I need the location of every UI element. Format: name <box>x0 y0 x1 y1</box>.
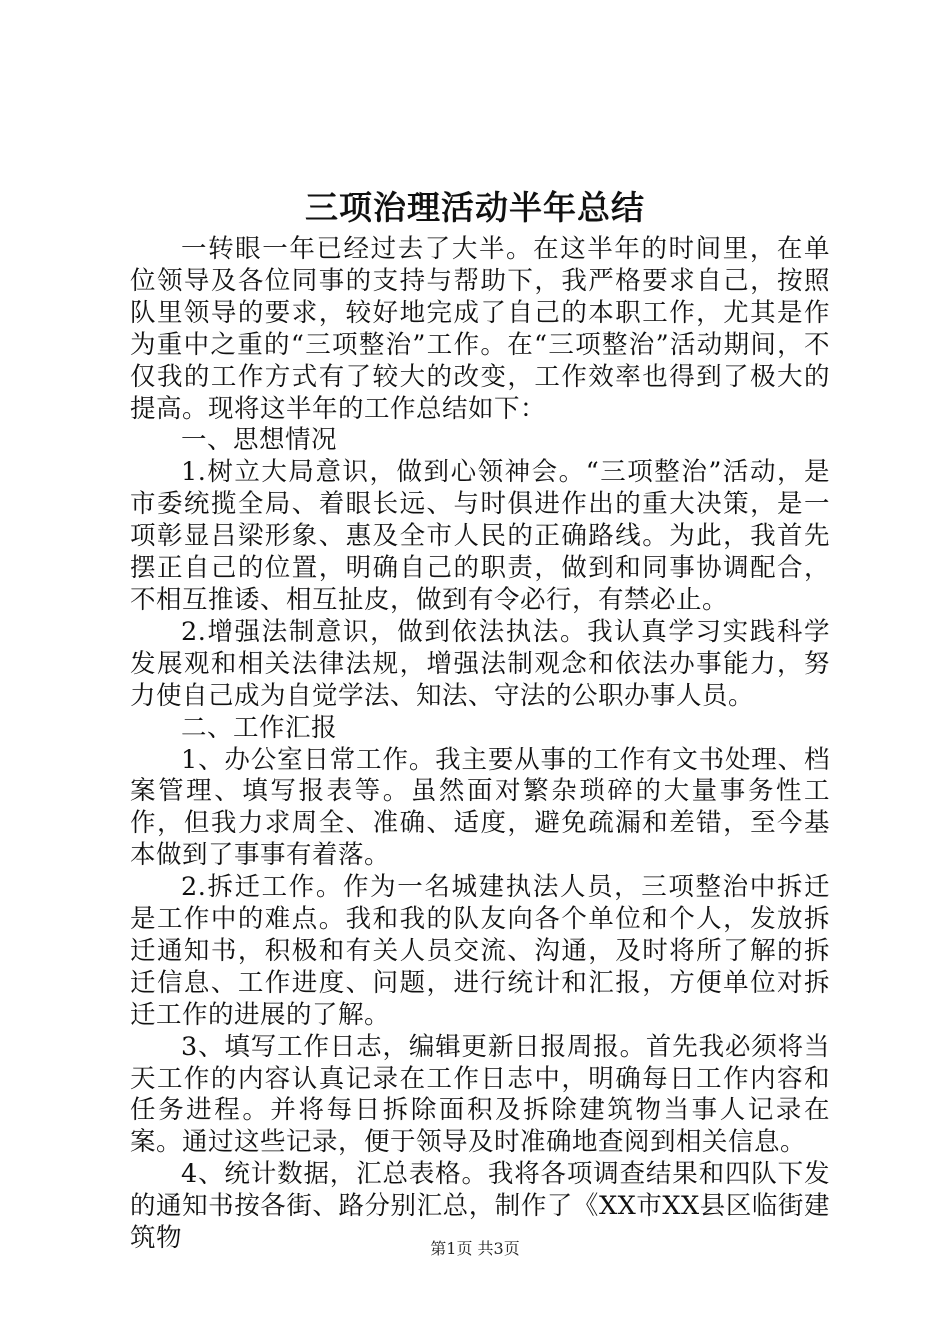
intro-paragraph: 一转眼一年已经过去了大半。在这半年的时间里，在单位领导及各位同事的支持与帮助下，我严格要求自己，按照队里领导的要求，较好地完成了自己的本职工作，尤其是作为重中之重的“三项整治”工作。在“三项整治”活动期间，不仅我的工作方式有了较大的改变，工作效率也得到了极大的提高。现将这半年的工作总结如下： <box>130 234 830 424</box>
paragraph-statistics: 4、统计数据，汇总表格。我将各项调查结果和四队下发的通知书按各街、路分别汇总，制作了《XX市XX县区临街建筑物 <box>130 1159 830 1254</box>
page-number-footer: 第1页 共3页 <box>430 1239 520 1258</box>
paragraph-office-work: 1、办公室日常工作。我主要从事的工作有文书处理、档案管理、填写报表等。虽然面对繁杂琐碎的大量事务性工作，但我力求周全、准确、适度，避免疏漏和差错，至今基本做到了事事有着落。 <box>130 744 830 871</box>
document-title: 三项治理活动半年总结 <box>305 188 645 227</box>
paragraph-legal-awareness: 2.增强法制意识，做到依法执法。我认真学习实践科学发展观和相关法律法规，增强法制观念和依法办事能力，努力使自己成为自觉学法、知法、守法的公职办事人员。 <box>130 616 830 711</box>
section-heading-thoughts: 一、思想情况 <box>181 425 338 456</box>
section-heading-work-report: 二、工作汇报 <box>181 712 338 743</box>
paragraph-demolition-work: 2.拆迁工作。作为一名城建执法人员，三项整治中拆迁是工作中的难点。我和我的队友向各个单位和个人，发放拆迁通知书，积极和有关人员交流、沟通，及时将所了解的拆迁信息、工作进度、问题，进行统计和汇报，方便单位对拆迁工作的进展的了解。 <box>130 872 830 1030</box>
paragraph-overall-awareness: 1.树立大局意识，做到心领神会。“三项整治”活动，是市委统揽全局、着眼长远、与时俱进作出的重大决策，是一项彰显吕梁形象、惠及全市人民的正确路线。为此，我首先摆正自己的位置，明确自己的职责，做到和同事协调配合，不相互推诿、相互扯皮，做到有令必行，有禁必止。 <box>130 457 830 615</box>
paragraph-work-log: 3、填写工作日志，编辑更新日报周报。首先我必须将当天工作的内容认真记录在工作日志中，明确每日工作内容和任务进程。并将每日拆除面积及拆除建筑物当事人记录在案。通过这些记录，便于领导及时准确地查阅到相关信息。 <box>130 1031 830 1158</box>
document-body <box>130 234 830 1255</box>
